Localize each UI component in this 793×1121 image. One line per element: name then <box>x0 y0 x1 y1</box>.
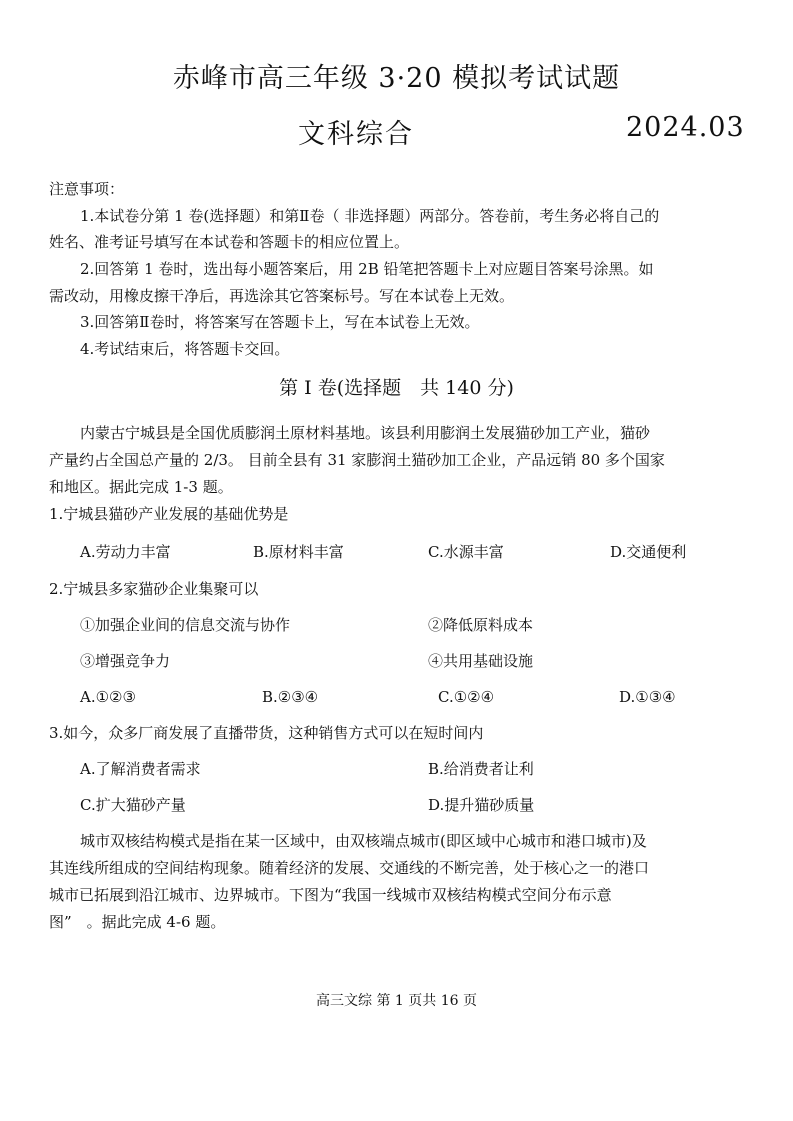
passage-line: 产量约占全国总产量的 2/3。 目前全县有 31 家膨润土猫砂加工企业，产品远销 80 多个国家 <box>49 451 665 469</box>
option-a: A.劳动力丰富 <box>80 543 171 561</box>
exam-title: 赤峰市高三年级 3·20 模拟考试试题 <box>172 63 621 94</box>
section-title: 第 I 卷(选择题 共 140 分) <box>279 377 514 399</box>
exam-date: 2024.03 <box>626 112 745 143</box>
notice-line: 3.回答第Ⅱ卷时，将答案写在答题卡上，写在本试卷上无效。 <box>80 313 480 331</box>
statement-item: ④共用基础设施 <box>428 652 534 670</box>
option-c: C.①②④ <box>438 688 495 706</box>
option-d: D.提升猫砂质量 <box>428 796 535 814</box>
statement-item: ③增强竞争力 <box>80 652 171 670</box>
statement-item: ①加强企业间的信息交流与协作 <box>80 616 291 634</box>
question-stem: 2.宁城县多家猫砂企业集聚可以 <box>49 580 259 598</box>
passage-line: 和地区。据此完成 1-3 题。 <box>49 478 233 496</box>
option-b: B.给消费者让利 <box>428 760 534 778</box>
notice-line: 1.本试卷分第 1 卷(选择题）和第Ⅱ卷（ 非选择题）两部分。答卷前，考生务必将自己的 <box>80 207 660 225</box>
option-c: C.扩大猫砂产量 <box>80 796 186 814</box>
option-b: B.②③④ <box>262 688 319 706</box>
notice-line: 姓名、准考证号填写在本试卷和答题卡的相应位置上。 <box>49 233 410 251</box>
passage-line: 图” 。据此完成 4-6 题。 <box>49 913 226 931</box>
passage-line: 城市双核结构模式是指在某一区域中，由双核端点城市(即区域中心城市和港口城市)及 <box>80 832 647 850</box>
option-d: D.①③④ <box>619 688 676 706</box>
notice-line: 需改动，用橡皮擦干净后，再选涂其它答案标号。写在本试卷上无效。 <box>49 287 515 305</box>
passage-line: 城市已拓展到沿江城市、边界城市。下图为“我国一线城市双核结构模式空间分布示意 <box>49 886 612 904</box>
option-c: C.水源丰富 <box>428 543 504 561</box>
notice-line: 2.回答第 1 卷时，选出每小题答案后，用 2B 铅笔把答题卡上对应题目答案号涂黑。如 <box>80 260 654 278</box>
option-b: B.原材料丰富 <box>253 543 344 561</box>
page-footer: 高三文综 第 1 页共 16 页 <box>316 993 477 1009</box>
option-d: D.交通便利 <box>610 543 687 561</box>
question-stem: 3.如今，众多厂商发展了直播带货，这种销售方式可以在短时间内 <box>49 724 484 742</box>
passage-line: 其连线所组成的空间结构现象。随着经济的发展、交通线的不断完善，处于核心之一的港口 <box>49 859 650 877</box>
option-a: A.了解消费者需求 <box>80 760 201 778</box>
subject-title: 文科综合 <box>298 119 414 150</box>
option-a: A.①②③ <box>80 688 136 706</box>
notice-line: 4.考试结束后，将答题卡交回。 <box>80 340 290 358</box>
question-stem: 1.宁城县猫砂产业发展的基础优势是 <box>49 505 289 523</box>
passage-line: 内蒙古宁城县是全国优质膨润土原材料基地。该县利用膨润土发展猫砂加工产业，猫砂 <box>80 424 651 442</box>
notice-heading: 注意事项： <box>49 180 125 198</box>
statement-item: ②降低原料成本 <box>428 616 534 634</box>
